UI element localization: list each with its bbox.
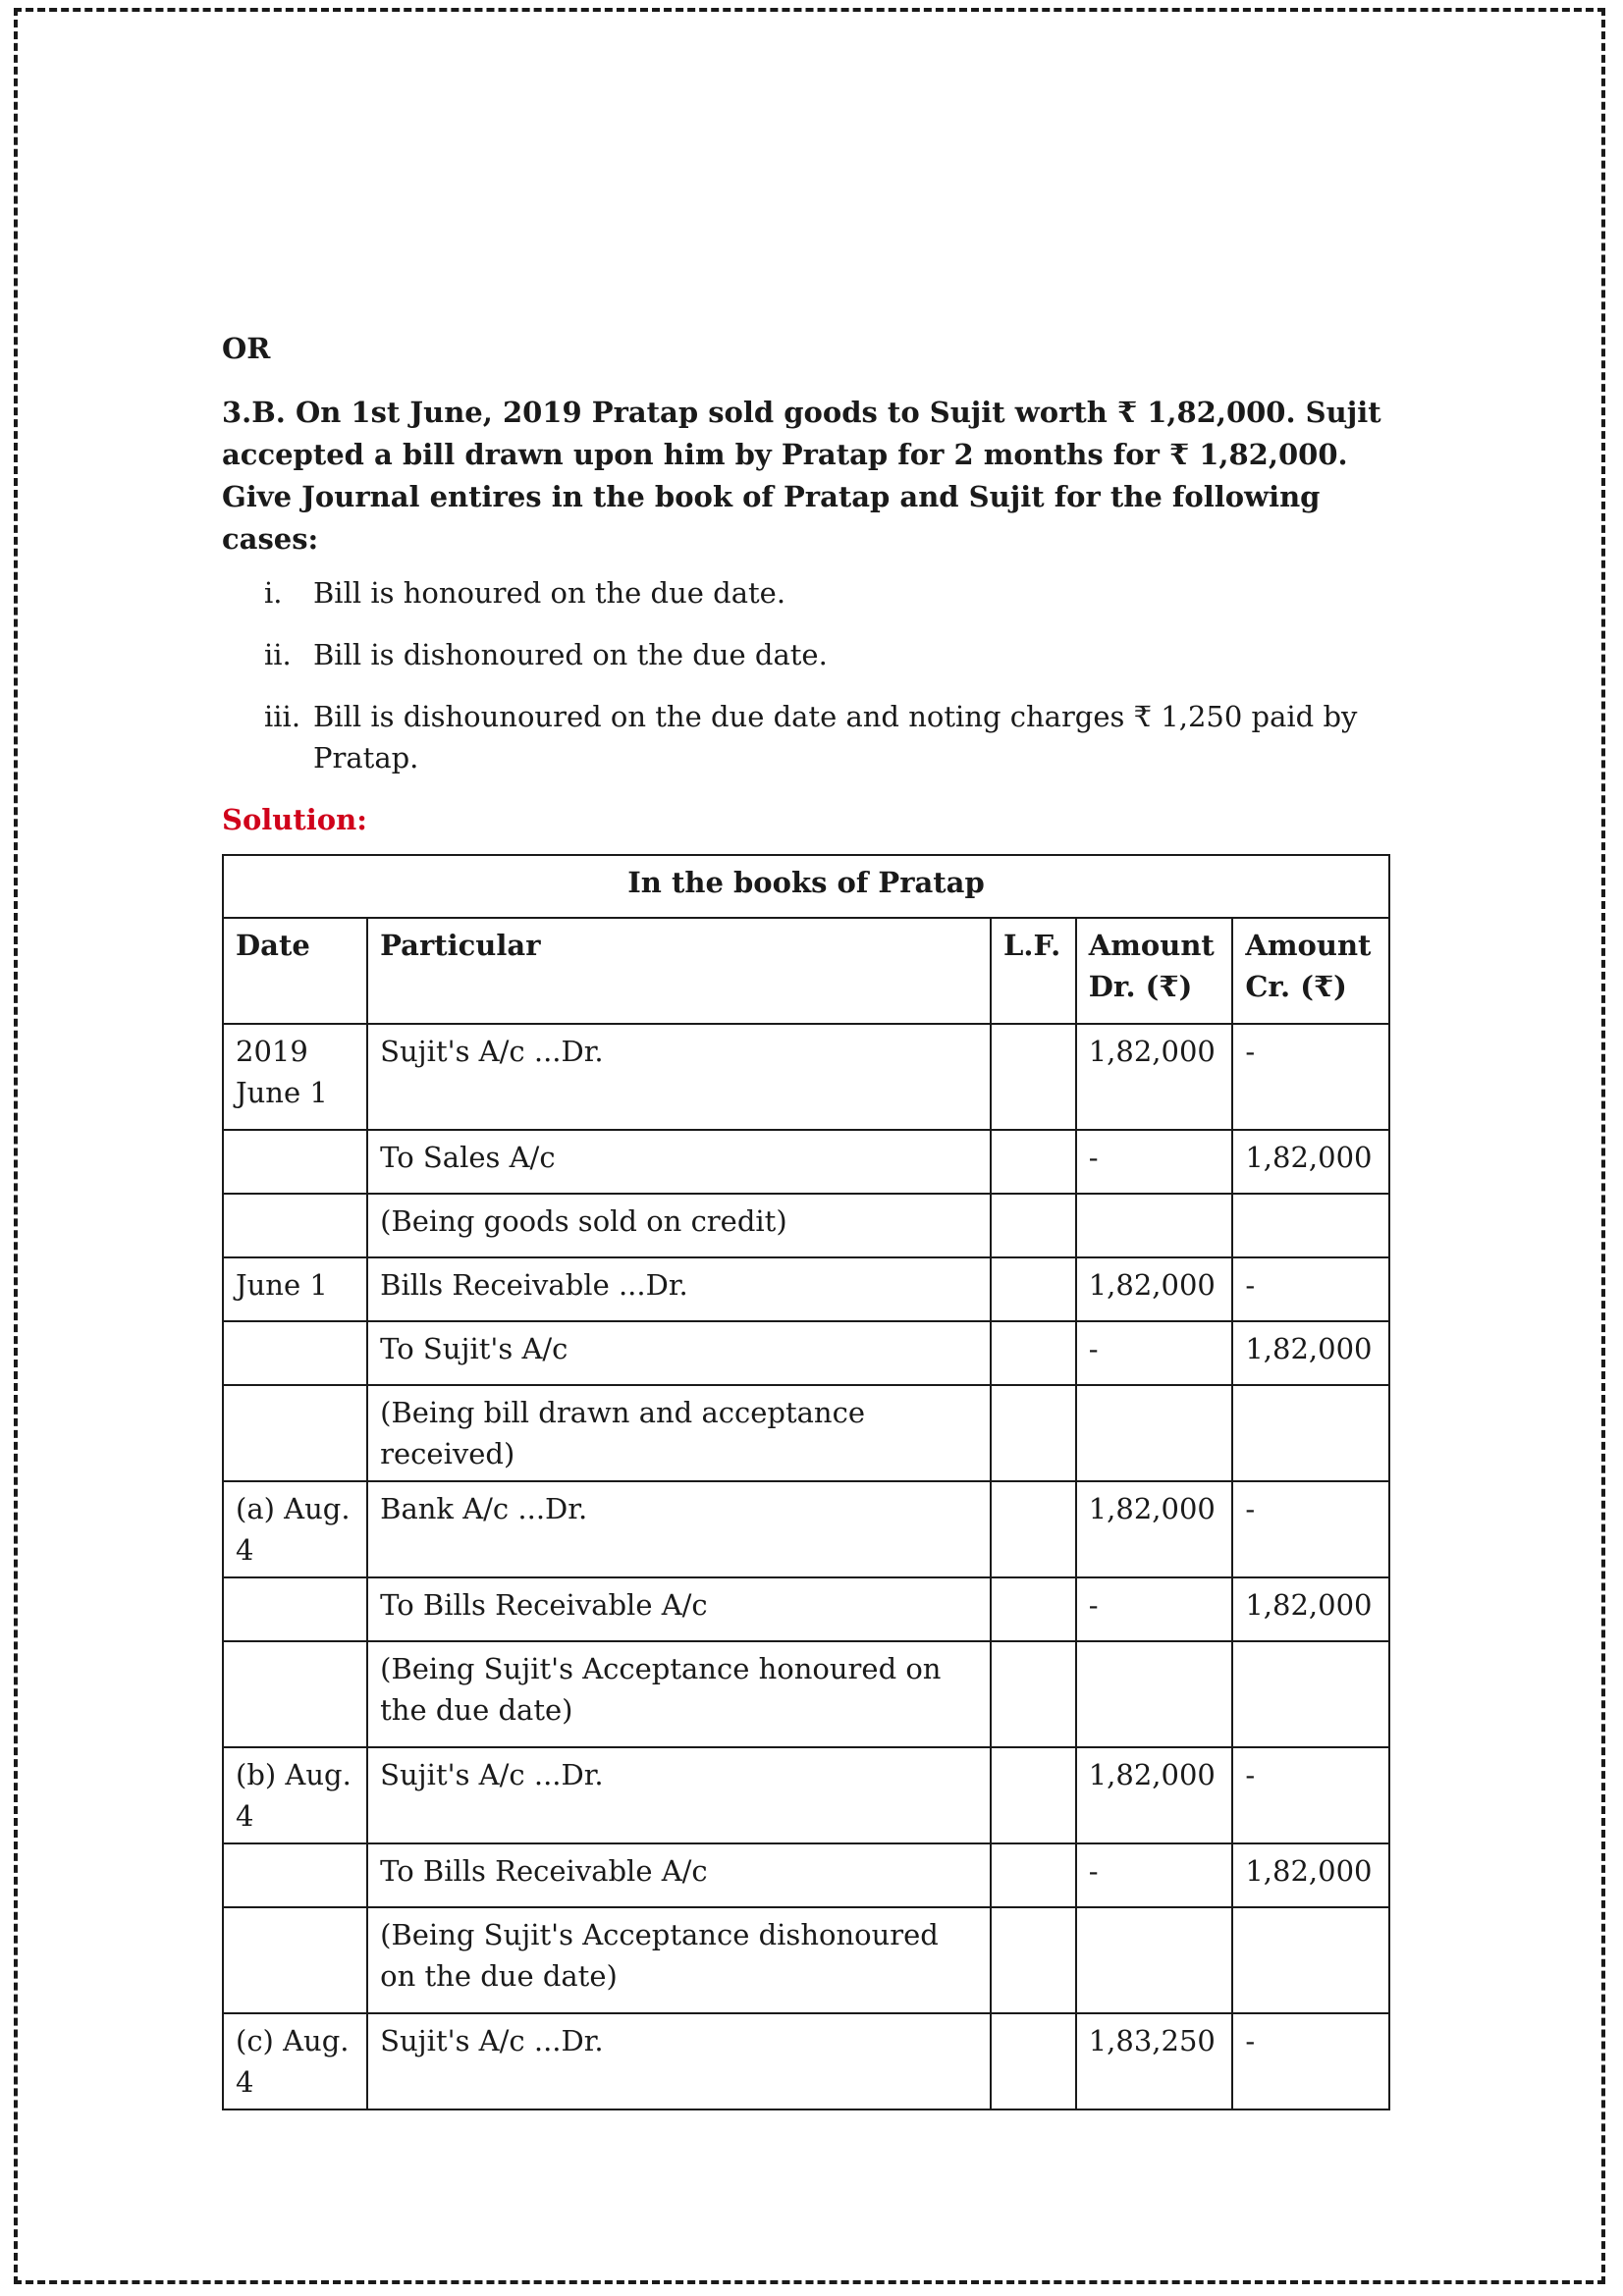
header-lf: L.F.	[991, 918, 1076, 1024]
journal-table	[222, 854, 1390, 2110]
cell-lf	[991, 1641, 1076, 1747]
cell-particular: To Sujit's A/c	[367, 1321, 991, 1385]
cell-lf	[991, 1321, 1076, 1385]
cell-amount-dr: 1,82,000	[1076, 1024, 1233, 1130]
cell-amount-dr: 1,83,250	[1076, 2013, 1233, 2109]
cell-particular: To Sales A/c	[367, 1130, 991, 1194]
case-number: i.	[264, 576, 283, 610]
cell-particular: (Being goods sold on credit)	[367, 1194, 991, 1257]
cell-particular: Sujit's A/c ...Dr.	[367, 1024, 991, 1130]
cell-amount-dr	[1076, 1194, 1233, 1257]
list-item	[222, 572, 1390, 614]
cell-lf	[991, 1024, 1076, 1130]
or-label: OR	[222, 332, 271, 365]
cell-particular: To Bills Receivable A/c	[367, 1577, 991, 1641]
cell-amount-cr: -	[1232, 1024, 1389, 1130]
table-row	[223, 1843, 1389, 1907]
header-amount-dr: Amount Dr. (₹)	[1076, 918, 1233, 1024]
table-row	[223, 1257, 1389, 1321]
solution-label: Solution:	[222, 803, 367, 836]
cell-particular: Bank A/c ...Dr.	[367, 1481, 991, 1577]
cell-date	[223, 1385, 367, 1481]
cell-particular: (Being Sujit's Acceptance dishonoured on the due date)	[367, 1907, 991, 2013]
cell-date: (c) Aug. 4	[223, 2013, 367, 2109]
cell-amount-cr: -	[1232, 1747, 1389, 1843]
table-row	[223, 1577, 1389, 1641]
cell-amount-dr: -	[1076, 1321, 1233, 1385]
table-row	[223, 2013, 1389, 2109]
table-row	[223, 1385, 1389, 1481]
cell-amount-cr: -	[1232, 1257, 1389, 1321]
cell-lf	[991, 1194, 1076, 1257]
cell-amount-dr	[1076, 1907, 1233, 2013]
case-text: Bill is honoured on the due date.	[313, 576, 786, 610]
header-date: Date	[223, 918, 367, 1024]
cell-amount-dr: -	[1076, 1843, 1233, 1907]
cell-date: June 1	[223, 1257, 367, 1321]
case-text: Bill is dishonoured on the due date.	[313, 638, 828, 671]
cell-lf	[991, 1907, 1076, 2013]
cell-amount-dr: 1,82,000	[1076, 1481, 1233, 1577]
cell-particular: Sujit's A/c ...Dr.	[367, 2013, 991, 2109]
cell-date	[223, 1194, 367, 1257]
cell-date	[223, 1843, 367, 1907]
cell-date	[223, 1321, 367, 1385]
cell-date: 2019 June 1	[223, 1024, 367, 1130]
list-item	[222, 634, 1390, 675]
cell-particular: Bills Receivable ...Dr.	[367, 1257, 991, 1321]
case-text: Bill is dishounoured on the due date and noting charges ₹ 1,250 paid by Pratap.	[313, 700, 1358, 774]
cell-particular: (Being bill drawn and acceptance received)	[367, 1385, 991, 1481]
cell-date	[223, 1641, 367, 1747]
cell-lf	[991, 1843, 1076, 1907]
cell-amount-dr: -	[1076, 1577, 1233, 1641]
cell-particular: Sujit's A/c ...Dr.	[367, 1747, 991, 1843]
cell-date: (a) Aug. 4	[223, 1481, 367, 1577]
header-amount-cr: Amount Cr. (₹)	[1232, 918, 1389, 1024]
cell-lf	[991, 1747, 1076, 1843]
cell-date: (b) Aug. 4	[223, 1747, 367, 1843]
table-row	[223, 1321, 1389, 1385]
cell-lf	[991, 1130, 1076, 1194]
table-row	[223, 1024, 1389, 1130]
table-row	[223, 1194, 1389, 1257]
table-header-row	[223, 918, 1389, 1024]
cell-amount-cr: 1,82,000	[1232, 1577, 1389, 1641]
cell-lf	[991, 2013, 1076, 2109]
table-row	[223, 1747, 1389, 1843]
cell-lf	[991, 1257, 1076, 1321]
cell-amount-cr: -	[1232, 1481, 1389, 1577]
cell-amount-cr	[1232, 1907, 1389, 2013]
cell-particular: (Being Sujit's Acceptance honoured on the due date)	[367, 1641, 991, 1747]
cell-amount-cr: -	[1232, 2013, 1389, 2109]
cell-date	[223, 1907, 367, 2013]
cell-date	[223, 1577, 367, 1641]
cell-amount-dr	[1076, 1385, 1233, 1481]
cell-amount-dr: 1,82,000	[1076, 1747, 1233, 1843]
cell-lf	[991, 1385, 1076, 1481]
table-row	[223, 1907, 1389, 2013]
cell-amount-cr	[1232, 1385, 1389, 1481]
case-number: ii.	[264, 638, 292, 671]
question-text: 3.B. On 1st June, 2019 Pratap sold goods to Sujit worth ₹ 1,82,000. Sujit accepted a bill drawn upon him by Pratap for 2 months for ₹ 1,82,000. Give Journal entires in the book of Pratap and Sujit for the following cases:	[222, 396, 1381, 556]
cell-amount-dr	[1076, 1641, 1233, 1747]
case-number: iii.	[264, 700, 301, 733]
cell-amount-cr: 1,82,000	[1232, 1321, 1389, 1385]
cell-lf	[991, 1577, 1076, 1641]
header-particular: Particular	[367, 918, 991, 1024]
table-title: In the books of Pratap	[223, 855, 1389, 918]
case-list	[222, 572, 1390, 778]
cell-particular: To Bills Receivable A/c	[367, 1843, 991, 1907]
list-item	[222, 696, 1390, 778]
document-content	[222, 329, 1390, 2110]
cell-amount-cr: 1,82,000	[1232, 1843, 1389, 1907]
cell-amount-cr	[1232, 1641, 1389, 1747]
cell-amount-cr: 1,82,000	[1232, 1130, 1389, 1194]
cell-date	[223, 1130, 367, 1194]
cell-amount-dr: -	[1076, 1130, 1233, 1194]
table-row	[223, 1130, 1389, 1194]
cell-amount-dr: 1,82,000	[1076, 1257, 1233, 1321]
cell-amount-cr	[1232, 1194, 1389, 1257]
table-row	[223, 1641, 1389, 1747]
cell-lf	[991, 1481, 1076, 1577]
table-row	[223, 1481, 1389, 1577]
